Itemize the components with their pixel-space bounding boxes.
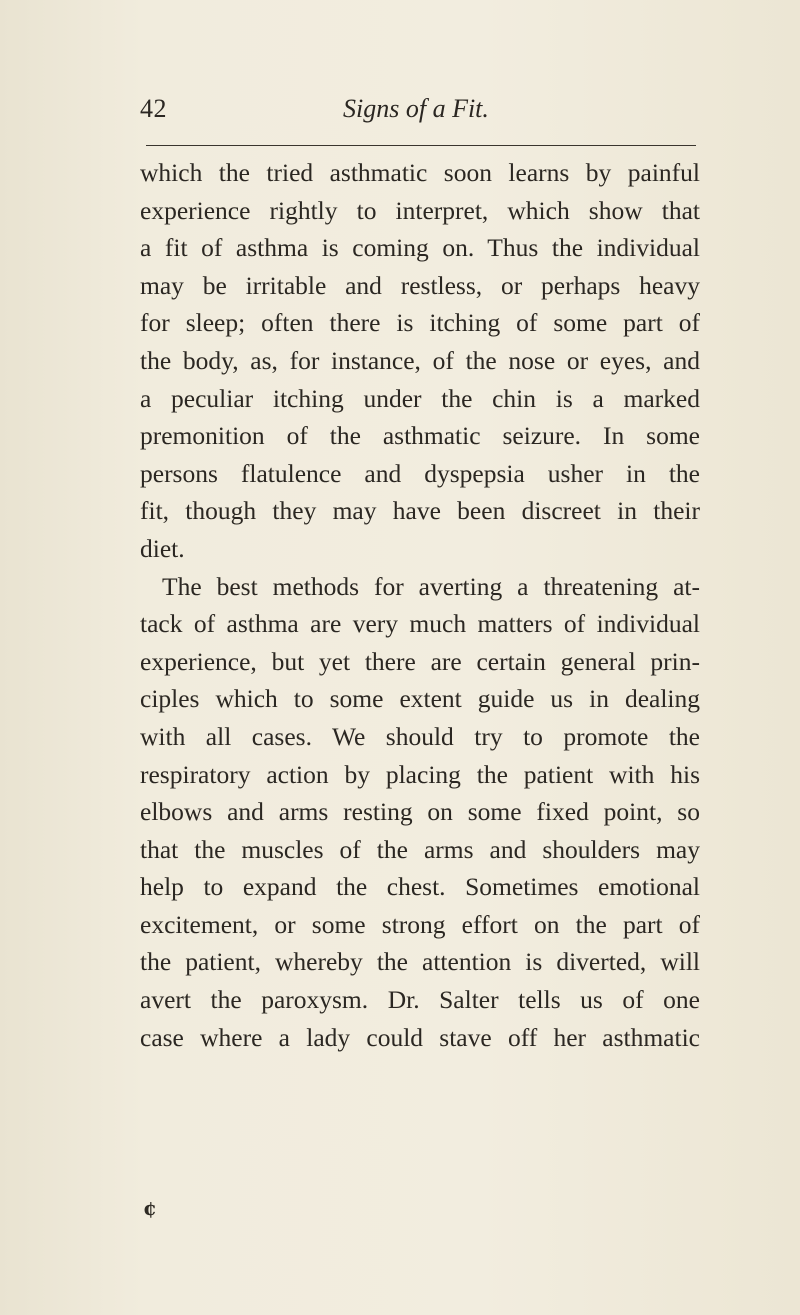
- text-line: ciples which to some extent guide us in dealing: [140, 684, 700, 714]
- text-line: for sleep; often there is itching of some part of: [140, 308, 700, 338]
- text-line: experience, but yet there are certain general prin-: [140, 646, 700, 676]
- body-text: [140, 154, 700, 1056]
- page-number: 42: [140, 94, 167, 123]
- text-line: a peculiar itching under the chin is a marked: [140, 383, 700, 413]
- printer-mark: ¢: [143, 1196, 157, 1220]
- text-line: avert the paroxysm. Dr. Salter tells us of one: [140, 985, 700, 1015]
- text-line: diet.: [140, 533, 185, 563]
- text-line: that the muscles of the arms and shoulders may: [140, 834, 700, 864]
- text-line: tack of asthma are very much matters of individual: [140, 609, 700, 639]
- paragraph-start-line: The best methods for averting a threatening at-: [162, 571, 700, 601]
- text-line: with all cases. We should try to promote the: [140, 721, 700, 751]
- text-line: the body, as, for instance, of the nose or eyes, and: [140, 345, 700, 375]
- text-line: fit, though they may have been discreet in their: [140, 496, 700, 526]
- text-line: excitement, or some strong effort on the part of: [140, 909, 700, 939]
- text-line: may be irritable and restless, or perhaps heavy: [140, 270, 700, 300]
- page-header: [140, 94, 695, 134]
- text-line: case where a lady could stave off her asthmatic: [140, 1022, 700, 1052]
- text-line: premonition of the asthmatic seizure. In some: [140, 421, 700, 451]
- text-line: which the tried asthmatic soon learns by painful: [140, 158, 700, 187]
- text-line: respiratory action by placing the patient with his: [140, 759, 700, 789]
- text-line: elbows and arms resting on some fixed point, so: [140, 797, 700, 827]
- running-title: Signs of a Fit.: [343, 94, 489, 123]
- text-line: a fit of asthma is coming on. Thus the individual: [140, 233, 700, 263]
- text-line: experience rightly to interpret, which show that: [140, 195, 700, 225]
- text-line: the patient, whereby the attention is diverted, will: [140, 947, 700, 977]
- text-line: help to expand the chest. Sometimes emotional: [140, 872, 700, 902]
- header-rule: [146, 145, 696, 146]
- text-line: persons flatulence and dyspepsia usher in the: [140, 458, 700, 488]
